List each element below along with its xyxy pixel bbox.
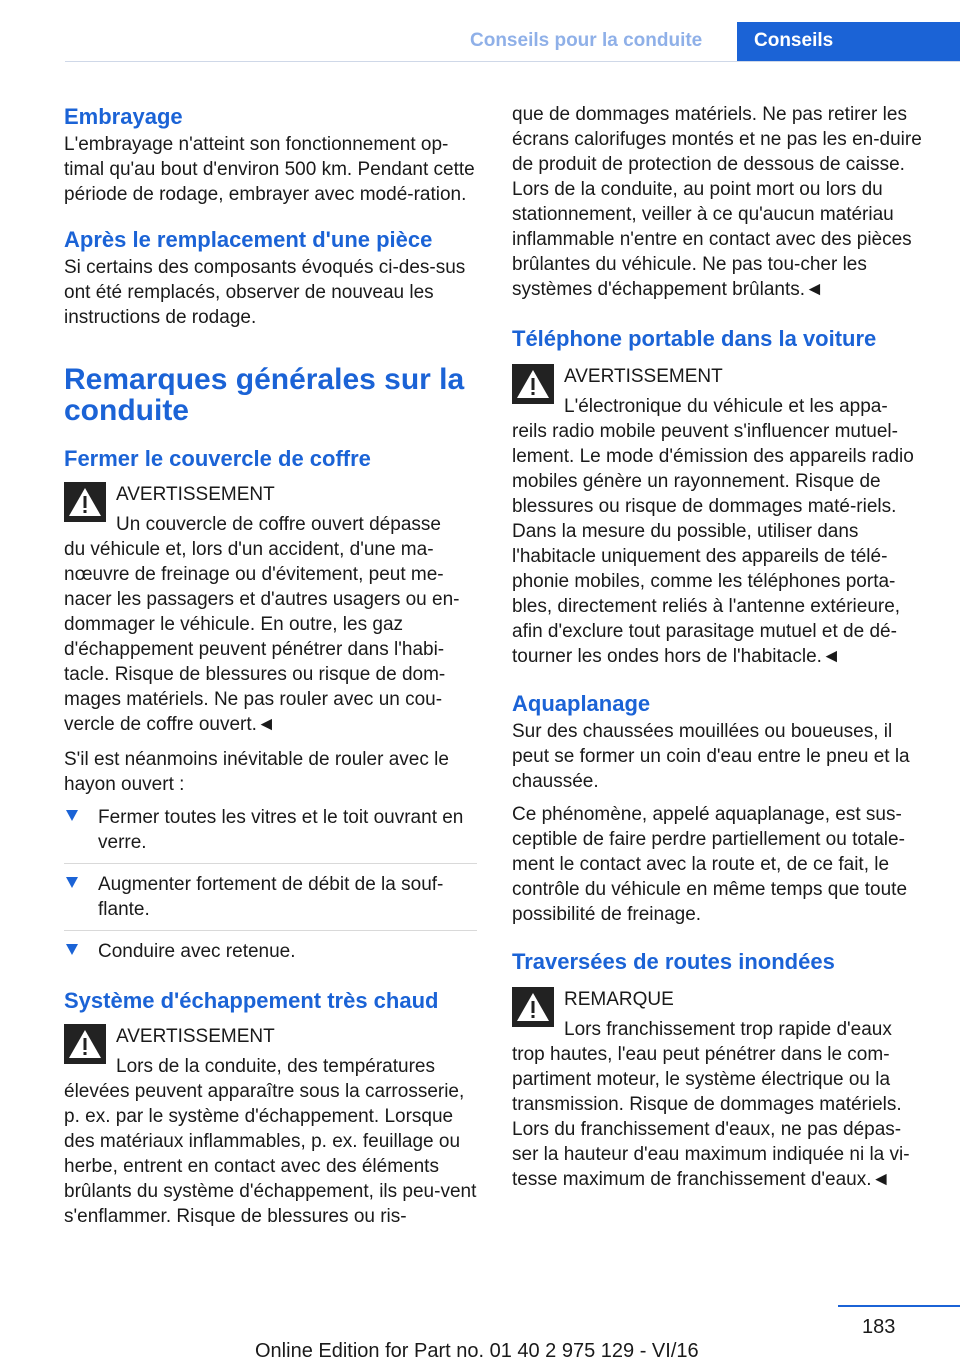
- telephone-heading: Téléphone portable dans la voiture: [512, 326, 877, 351]
- header-section: Conseils pour la conduite: [470, 30, 703, 51]
- telephone-warning-first-line: L'électronique du véhicule et les appa-: [564, 396, 888, 417]
- list-item: Augmenter fortement de débit de la souf-flante.: [64, 864, 477, 931]
- aquaplanage-text-2: Ce phénomène, appelé aquaplanage, est sus-ceptible de faire perdre partiellement ou totale-ment le contact avec la route et, de ce fait, le contrôle du véhicule en même temps que toute possibilité de freinage.: [512, 804, 908, 925]
- bullet-triangle-icon: [66, 877, 78, 888]
- routes-notice: [512, 987, 925, 1042]
- coffre-heading: Fermer le couvercle de coffre: [64, 446, 371, 471]
- page-number: 183: [862, 1316, 896, 1338]
- aquaplanage-text-1: Sur des chaussées mouillées ou boueuses, il peut se former un coin d'eau entre le pneu et la chaussée.: [512, 721, 910, 792]
- list-item: Conduire avec retenue.: [64, 931, 477, 972]
- telephone-warning-label: AVERTISSEMENT: [564, 366, 723, 387]
- routes-notice-label: REMARQUE: [564, 989, 674, 1010]
- echappement-heading: Système d'échappement très chaud: [64, 988, 439, 1013]
- telephone-warning: [512, 364, 925, 419]
- echappement-warning-text: élevées peuvent apparaître sous la carrosserie, p. ex. par le système d'échappement. Lorsque des matériaux inflammables, p. ex. feuillage ou herbe, entrent en contact avec des éléments brûlants du système d'échappement, ils peu-vent s'enflammer. Risque de blessures ou ris-: [64, 1081, 477, 1227]
- bullet-triangle-icon: [66, 810, 78, 821]
- warning-triangle-icon: [64, 1024, 106, 1064]
- coffre-warning: [64, 482, 477, 537]
- echappement-warning: [64, 1024, 477, 1079]
- right-column: [512, 102, 925, 1200]
- routes-notice-text: trop hautes, l'eau peut pénétrer dans le com-partiment moteur, le système électrique ou la transmission. Risque de dommages matériels. Lors du franchissement d'eaux, ne pas dépas-ser la hauteur d'eau maximum indiquée ni la vi-tesse maximum de franchissement d'eaux.◄: [512, 1044, 910, 1190]
- page-number-rule: [838, 1305, 960, 1307]
- coffre-intro: S'il est néanmoins inévitable de rouler avec le hayon ouvert :: [64, 749, 449, 795]
- edition-footer: Online Edition for Part no. 01 40 2 975 129 - VI/16: [255, 1340, 699, 1362]
- embrayage-text: L'embrayage n'atteint son fonctionnement op-timal qu'au bout d'environ 500 km. Pendant cette période de rodage, embrayer avec modé-ration.: [64, 134, 475, 205]
- remplacement-heading: Après le remplacement d'une pièce: [64, 227, 433, 252]
- coffre-warning-first-line: Un couvercle de coffre ouvert dépasse: [116, 514, 441, 535]
- telephone-warning-text: reils radio mobile peuvent s'influencer mutuel-lement. Le mode d'émission des appareils radio mobiles génère un rayonnement. Risque de blessures ou risque de dommages maté-riels. Dans la mesure du possible, utiliser dans l'habitacle uniquement des appareils de télé-phonie mobiles, comme les téléphones porta-bles, directement reliés à l'antenne extérieure, afin d'exclure tout parasitage mutuel et de dé-tourner les ondes hors de l'habitacle.◄: [512, 421, 914, 667]
- echappement-warning-first-line: Lors de la conduite, des températures: [116, 1056, 435, 1077]
- routes-notice-first-line: Lors franchissement trop rapide d'eaux: [564, 1019, 892, 1040]
- header-chapter: Conseils: [754, 30, 834, 51]
- aquaplanage-heading: Aquaplanage: [512, 691, 651, 716]
- warning-triangle-icon: [512, 987, 554, 1027]
- coffre-warning-text: du véhicule et, lors d'un accident, d'une ma-nœuvre de freinage ou d'évitement, peut me-nacer les passagers et d'autres usagers ou en-dommager le véhicule. En outre, les gaz d'échappement peuvent pénétrer dans l'habi-tacle. Risque de blessures ou risque de dom-mages matériels. Ne pas rouler avec un cou-vercle de coffre ouvert.◄: [64, 539, 460, 735]
- left-column: [64, 102, 477, 1237]
- echappement-warning-label: AVERTISSEMENT: [116, 1026, 275, 1047]
- header-chapter-box: [737, 22, 960, 62]
- list-item: Fermer toutes les vitres et le toit ouvrant en verre.: [64, 797, 477, 864]
- embrayage-heading: Embrayage: [64, 104, 183, 129]
- routes-heading: Traversées de routes inondées: [512, 949, 835, 974]
- warning-triangle-icon: [512, 364, 554, 404]
- echappement-warning-continued: que de dommages matériels. Ne pas retirer les écrans calorifuges montés et ne pas les en-duire de produit de protection de dessous de caisse. Lors de la conduite, au point mort ou lors du stationnement, veiller à ce qu'aucun matériau inflammable n'entre en contact avec des pièces brûlantes du véhicule. Ne pas tou-cher les systèmes d'échappement brûlants.◄: [512, 104, 922, 300]
- main-section-title: Remarques générales sur la conduite: [64, 363, 465, 427]
- coffre-warning-label: AVERTISSEMENT: [116, 484, 275, 505]
- page-header: [0, 0, 960, 62]
- coffre-list: [64, 797, 477, 972]
- warning-triangle-icon: [64, 482, 106, 522]
- bullet-triangle-icon: [66, 944, 78, 955]
- remplacement-text: Si certains des composants évoqués ci-des-sus ont été remplacés, observer de nouveau les instructions de rodage.: [64, 257, 466, 328]
- header-rule: [65, 61, 960, 62]
